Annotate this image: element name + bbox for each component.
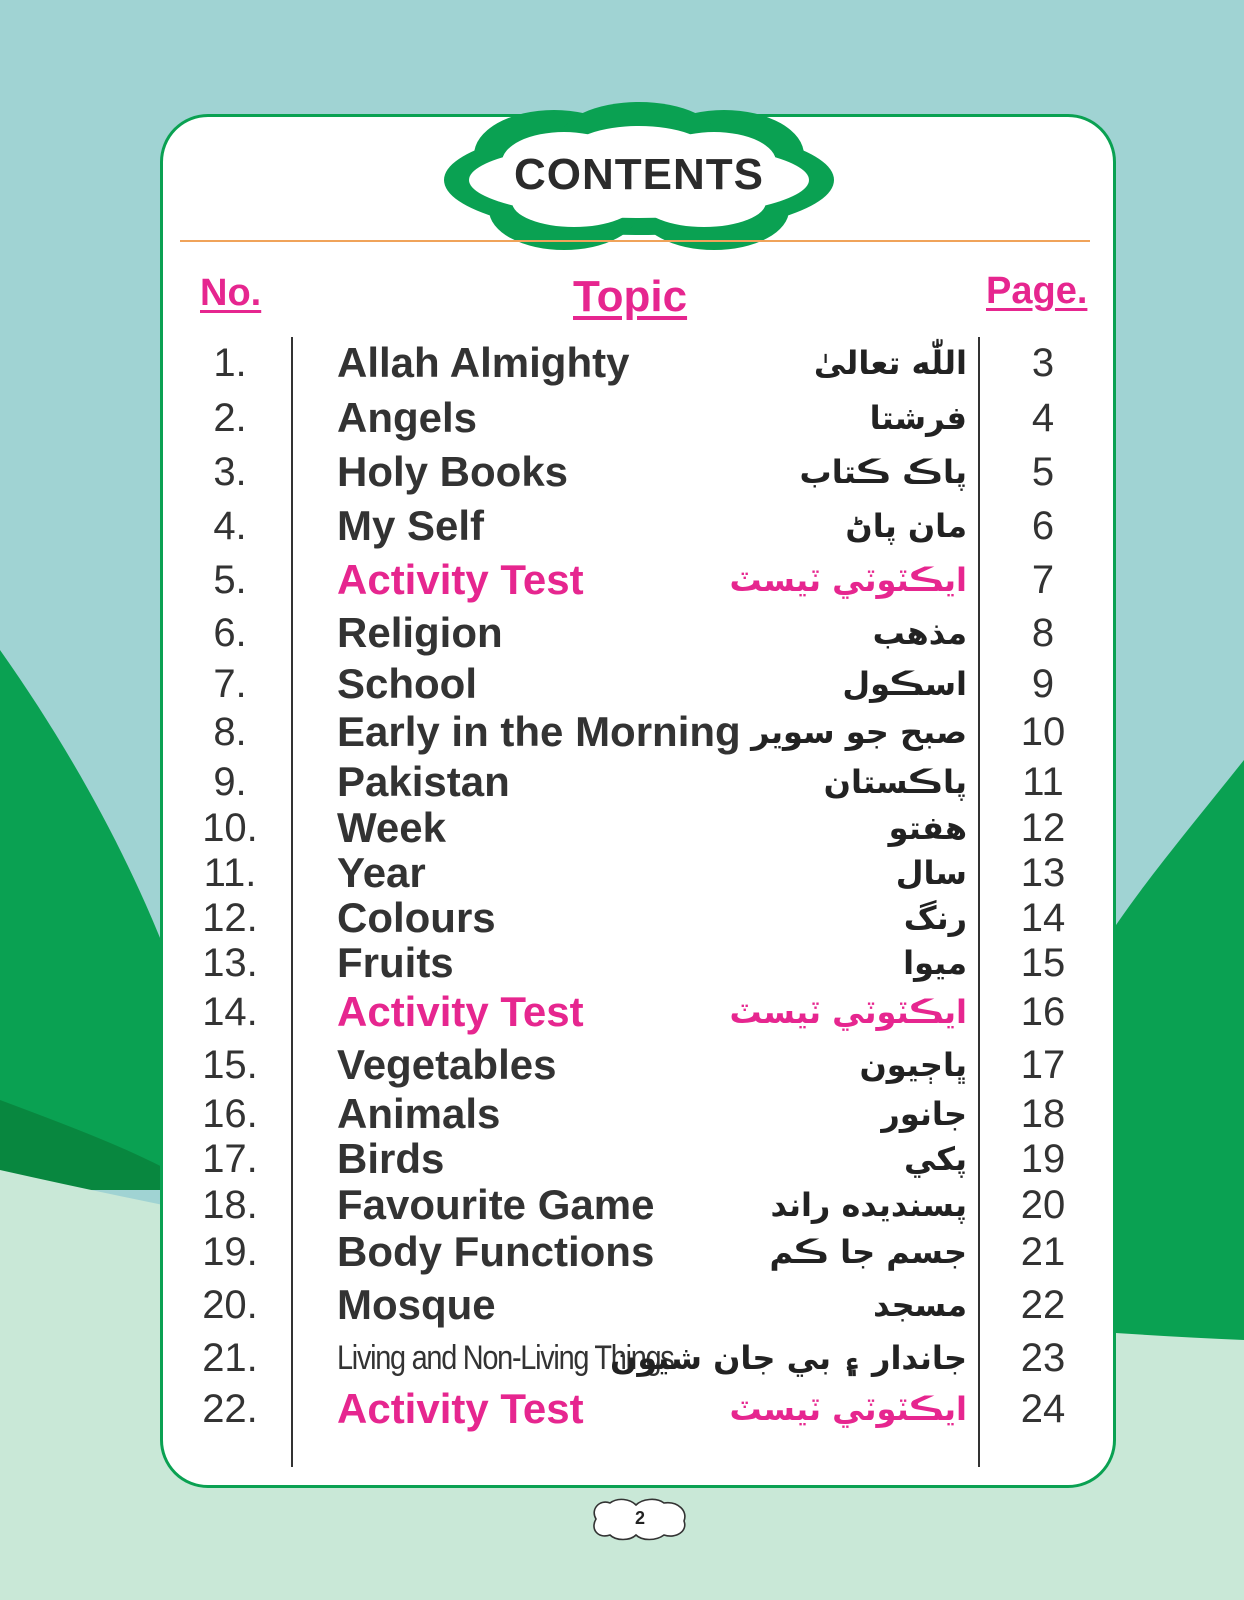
row-topic-sindhi: پکي xyxy=(904,1140,967,1178)
row-page-number: 11 xyxy=(1022,760,1064,804)
row-topic: Religion xyxy=(337,609,503,656)
row-number: 1. xyxy=(213,341,247,385)
row-number: 6. xyxy=(213,611,247,655)
contents-row xyxy=(0,1333,1244,1383)
contents-row xyxy=(0,848,1244,898)
row-page-number: 10 xyxy=(1020,710,1066,754)
contents-row xyxy=(0,608,1244,658)
row-topic-sindhi: ڀاڄيون xyxy=(859,1046,967,1084)
row-number: 4. xyxy=(213,504,247,548)
row-page-number: 20 xyxy=(1020,1183,1066,1227)
row-number: 17. xyxy=(202,1137,258,1181)
row-number: 21. xyxy=(202,1336,258,1380)
row-topic-sindhi: جسم جا ڪم xyxy=(769,1233,967,1271)
row-number: 18. xyxy=(202,1183,258,1227)
row-topic-sindhi: پاڪستان xyxy=(823,763,967,801)
row-topic: Allah Almighty xyxy=(337,339,630,386)
page-title: CONTENTS xyxy=(514,150,764,199)
row-topic-sindhi: سال xyxy=(895,854,967,892)
row-number: 20. xyxy=(202,1283,258,1327)
contents-row xyxy=(0,501,1244,551)
row-number: 7. xyxy=(213,662,247,706)
row-number: 9. xyxy=(213,760,247,804)
row-page-number: 17 xyxy=(1020,1043,1066,1087)
row-page-number: 4 xyxy=(1031,396,1055,440)
row-page-number: 24 xyxy=(1020,1387,1066,1431)
row-topic-sindhi: مذهب xyxy=(872,614,967,652)
row-topic-sindhi: اللّٰه تعالىٰ xyxy=(813,344,967,382)
row-topic: Favourite Game xyxy=(337,1181,655,1228)
row-topic: Year xyxy=(337,849,426,896)
row-topic: Fruits xyxy=(337,939,454,986)
row-page-number: 23 xyxy=(1020,1336,1066,1380)
row-topic-sindhi: صبح جو سوير xyxy=(751,713,967,751)
row-page-number: 7 xyxy=(1031,558,1055,602)
row-topic-sindhi: ايڪٽوٽي ٽيسٽ xyxy=(729,993,967,1031)
row-number: 13. xyxy=(202,941,258,985)
contents-row xyxy=(0,338,1244,388)
contents-row xyxy=(0,1089,1244,1139)
row-number: 15. xyxy=(202,1043,258,1087)
row-topic-sindhi: هفتو xyxy=(888,809,967,847)
row-page-number: 8 xyxy=(1031,611,1055,655)
row-page-number: 12 xyxy=(1020,806,1066,850)
row-topic: Pakistan xyxy=(337,758,510,805)
title-divider xyxy=(180,240,1090,242)
row-topic-sindhi: اسڪول xyxy=(842,665,967,703)
row-page-number: 16 xyxy=(1020,990,1066,1034)
row-page-number: 9 xyxy=(1031,662,1055,706)
header-topic: Topic xyxy=(573,272,688,321)
row-topic: Living and Non-Living Things xyxy=(337,1339,674,1377)
contents-row xyxy=(0,447,1244,497)
row-page-number: 3 xyxy=(1031,341,1055,385)
row-number: 12. xyxy=(202,896,258,940)
contents-row xyxy=(0,893,1244,943)
contents-row xyxy=(0,659,1244,709)
row-topic-sindhi: ايڪٽوٽي ٽيسٽ xyxy=(729,1390,967,1428)
row-number: 14. xyxy=(202,990,258,1034)
row-topic: Early in the Morning xyxy=(337,708,741,755)
row-topic: Colours xyxy=(337,894,496,941)
row-topic: Mosque xyxy=(337,1281,496,1328)
contents-row xyxy=(0,803,1244,853)
row-number: 10. xyxy=(202,806,258,850)
row-topic: Activity Test xyxy=(337,988,584,1035)
row-topic-sindhi: جانور xyxy=(881,1095,967,1133)
contents-row xyxy=(0,1384,1244,1434)
row-number: 16. xyxy=(202,1092,258,1136)
row-topic: Birds xyxy=(337,1135,445,1182)
contents-row xyxy=(0,1280,1244,1330)
contents-row xyxy=(0,938,1244,988)
row-number: 11. xyxy=(203,851,257,895)
row-number: 8. xyxy=(213,710,247,754)
row-topic: Holy Books xyxy=(337,448,569,495)
row-topic: My Self xyxy=(337,502,485,549)
row-topic-sindhi: پسنديده راند xyxy=(770,1186,967,1224)
page-number: 2 xyxy=(634,1508,645,1528)
row-topic-sindhi: جاندار ۽ بي جان شيون xyxy=(610,1339,967,1377)
contents-row xyxy=(0,555,1244,605)
row-topic: Week xyxy=(337,804,446,851)
row-page-number: 14 xyxy=(1020,896,1066,940)
row-topic-sindhi: ميوا xyxy=(903,944,967,982)
row-number: 3. xyxy=(213,450,247,494)
row-page-number: 13 xyxy=(1020,851,1066,895)
contents-row xyxy=(0,1227,1244,1277)
row-topic: Vegetables xyxy=(337,1041,557,1088)
row-topic-sindhi: فرشتا xyxy=(869,399,967,437)
header-page: Page. xyxy=(986,270,1088,312)
row-topic-sindhi: ايڪٽوٽي ٽيسٽ xyxy=(729,561,967,599)
row-topic-sindhi: مسجد xyxy=(873,1286,967,1324)
header-no: No. xyxy=(200,272,262,314)
row-number: 2. xyxy=(213,396,247,440)
row-page-number: 6 xyxy=(1031,504,1055,548)
row-page-number: 5 xyxy=(1031,450,1055,494)
row-topic: School xyxy=(337,660,478,707)
row-topic: Angels xyxy=(337,394,478,441)
row-page-number: 22 xyxy=(1020,1283,1066,1327)
row-number: 19. xyxy=(202,1230,258,1274)
contents-row xyxy=(0,987,1244,1037)
row-page-number: 19 xyxy=(1020,1137,1066,1181)
row-topic-sindhi: مان پاڻ xyxy=(845,507,967,545)
row-topic: Activity Test xyxy=(337,556,584,603)
contents-row xyxy=(0,1040,1244,1090)
row-topic: Animals xyxy=(337,1090,501,1137)
row-topic-sindhi: پاڪ ڪتاب xyxy=(799,453,967,491)
contents-row xyxy=(0,707,1244,757)
row-page-number: 15 xyxy=(1020,941,1066,985)
contents-row xyxy=(0,1134,1244,1184)
row-topic: Activity Test xyxy=(337,1385,584,1432)
row-topic: Body Functions xyxy=(337,1228,655,1275)
contents-row xyxy=(0,1180,1244,1230)
row-page-number: 18 xyxy=(1020,1092,1066,1136)
contents-row xyxy=(0,393,1244,443)
contents-row xyxy=(0,757,1244,807)
row-topic-sindhi: رنگ xyxy=(903,899,967,937)
row-number: 22. xyxy=(202,1387,258,1431)
row-number: 5. xyxy=(213,558,247,602)
row-page-number: 21 xyxy=(1020,1230,1066,1274)
